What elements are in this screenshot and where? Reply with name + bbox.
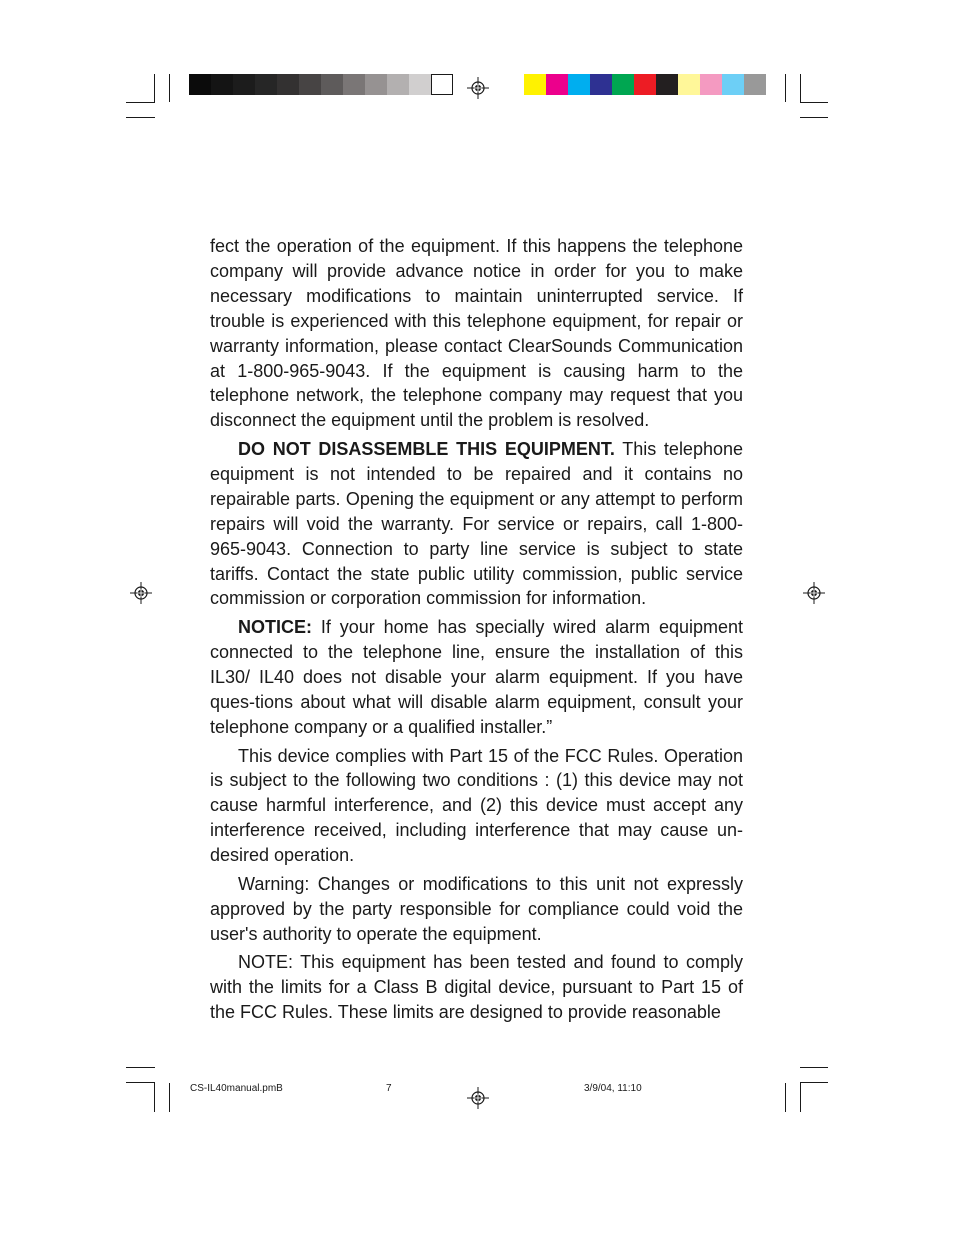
paragraph-heading: NOTICE: (238, 617, 312, 638)
color-swatch (343, 74, 365, 95)
color-swatch (656, 74, 678, 95)
crop-mark (154, 1083, 155, 1112)
color-swatch (524, 74, 546, 95)
color-swatch (678, 74, 700, 95)
color-swatch (590, 74, 612, 95)
color-bar (524, 74, 766, 95)
color-swatch (744, 74, 766, 95)
registration-mark-icon (130, 582, 152, 604)
crop-mark (800, 1067, 828, 1068)
crop-mark (126, 1067, 155, 1068)
color-swatch (634, 74, 656, 95)
page-number: 7 (386, 1083, 392, 1094)
grayscale-bar (189, 74, 453, 95)
crop-mark (169, 74, 170, 102)
color-swatch (722, 74, 744, 95)
crop-mark (169, 1083, 170, 1112)
color-swatch (299, 74, 321, 95)
paragraph-heading: DO NOT DISASSEMBLE THIS EQUIPMENT. (238, 439, 615, 460)
slug-datetime: 3/9/04, 11:10 (584, 1083, 642, 1094)
body-text (210, 234, 743, 1029)
crop-mark (800, 1083, 801, 1112)
color-swatch (431, 74, 453, 95)
paragraph: NOTICE: If your home has specially wired alarm equipment connected to the telephone line, ensure the installation of this IL30/ IL40 does not disable your alarm equipment. If you have ques-tions about what will disable alarm equipment, consult your telephone company or a qualified installer.” (210, 617, 743, 737)
paragraph: fect the operation of the equipment. If this happens the telephone company will provide advance notice in order for you to make necessary modifications to maintain uninterrupted service. If trouble is experienced with this telephone equipment, for repair or warranty information, please contact ClearSounds Communication at 1-800-965-9043. If the equipment is causing harm to the telephone network, the telephone company may request that you disconnect the equipment until the problem is resolved. (210, 236, 743, 431)
color-swatch (387, 74, 409, 95)
crop-mark (126, 117, 155, 118)
crop-mark (785, 74, 786, 102)
crop-mark (785, 1083, 786, 1112)
crop-mark (800, 1082, 828, 1083)
color-swatch (277, 74, 299, 95)
color-swatch (568, 74, 590, 95)
color-swatch (365, 74, 387, 95)
color-swatch (700, 74, 722, 95)
registration-mark-icon (803, 582, 825, 604)
color-swatch (233, 74, 255, 95)
crop-mark (154, 74, 155, 102)
crop-mark (800, 74, 801, 102)
crop-mark (126, 102, 155, 103)
paragraph: This device complies with Part 15 of the FCC Rules. Operation is subject to the following two conditions : (1) this device may not cause harmful interference, and (2) this device must accept any interference received, including interference that may cause un-desired operation. (210, 745, 743, 866)
paragraph: DO NOT DISASSEMBLE THIS EQUIPMENT. This telephone equipment is not intended to be repaired and it contains no repairable parts. Opening the equipment or any attempt to perform repairs will void the warranty. For service or repairs, call 1-800-965-9043. Connection to party line service is subject to state tariffs. Contact the state public utility commission, public service commission or corporation commission for information. (210, 439, 744, 609)
paragraph: Warning: Changes or modifications to this unit not expressly approved by the party responsible for compliance could void the user's authority to operate the equipment. (210, 873, 743, 944)
color-swatch (321, 74, 343, 95)
color-swatch (189, 74, 211, 95)
color-swatch (255, 74, 277, 95)
color-swatch (211, 74, 233, 95)
registration-mark-icon (467, 1087, 489, 1109)
crop-mark (800, 102, 828, 103)
slug-filename: CS-IL40manual.pmB (190, 1083, 283, 1094)
crop-mark (800, 117, 828, 118)
color-swatch (409, 74, 431, 95)
color-swatch (546, 74, 568, 95)
color-swatch (612, 74, 634, 95)
paragraph: NOTE: This equipment has been tested and found to comply with the limits for a Class B digital device, pursuant to Part 15 of the FCC Rules. These limits are designed to provide reasonable (210, 952, 743, 1023)
registration-mark-icon (467, 77, 489, 99)
crop-mark (126, 1082, 155, 1083)
